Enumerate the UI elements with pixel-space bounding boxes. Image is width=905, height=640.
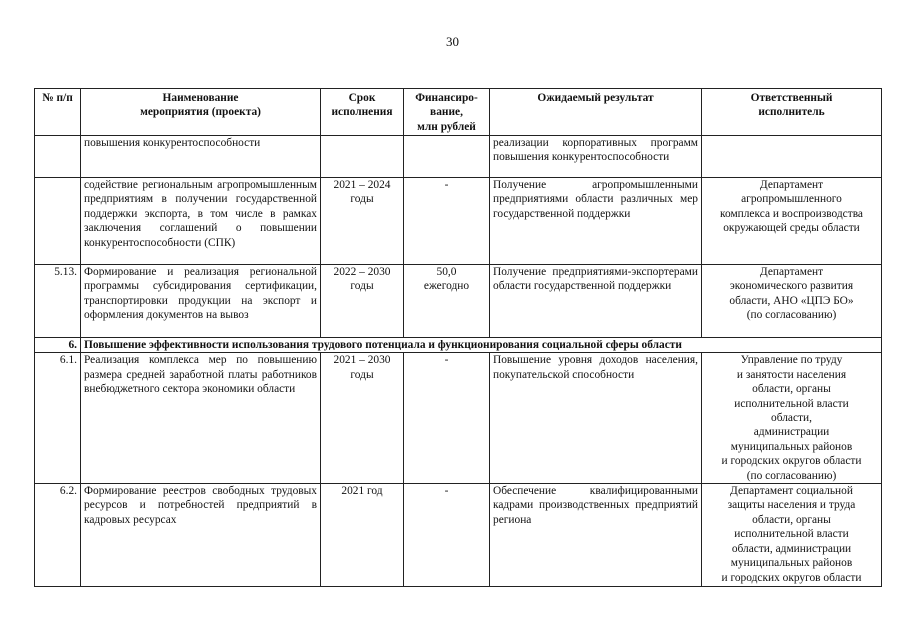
table-row — [35, 353, 882, 484]
cell-financing: - — [404, 178, 490, 265]
section-num: 6. — [35, 338, 81, 353]
header-financing: Финансиро- вание, млн рублей — [404, 89, 490, 136]
cell-term — [321, 136, 404, 178]
cell-name: повышения конкурентоспособности — [81, 136, 321, 178]
cell-executor: Управление по труду и занятости населения области, органы исполнительной власти области, администрации муниципальных районов и городских округов области (по согласованию) — [702, 353, 882, 484]
section-row — [35, 338, 882, 353]
section-title: Повышение эффективности использования трудового потенциала и функционирования социальной сферы области — [81, 338, 882, 353]
page-number: 30 — [446, 34, 459, 49]
cell-term: 2021 – 2024 годы — [321, 178, 404, 265]
cell-financing: - — [404, 484, 490, 587]
cell-result: Получение агропромышленными предприятиями области различных мер государственной поддержки — [490, 178, 702, 265]
cell-num: 5.13. — [35, 265, 81, 338]
measures-table — [34, 88, 882, 587]
cell-term: 2022 – 2030 годы — [321, 265, 404, 338]
cell-num — [35, 178, 81, 265]
cell-financing — [404, 136, 490, 178]
header-executor: Ответственный исполнитель — [702, 89, 882, 136]
cell-name: содействие региональным агропромышленным предприятиям в получении государственной поддержки экспорта, в том числе в рамках заключения соглашений о повышении конкурентоспособности (СПК) — [81, 178, 321, 265]
table-header-row — [35, 89, 882, 136]
header-num: № п/п — [35, 89, 81, 136]
cell-num — [35, 136, 81, 178]
cell-executor: Департамент экономического развития области, АНО «ЦПЭ БО» (по согласованию) — [702, 265, 882, 338]
header-term: Срок исполнения — [321, 89, 404, 136]
cell-name: Реализация комплекса мер по повышению размера средней заработной платы работников внебюджетного сектора экономики области — [81, 353, 321, 484]
cell-name: Формирование реестров свободных трудовых ресурсов и потребностей предприятий в кадровых ресурсах — [81, 484, 321, 587]
table-row — [35, 178, 882, 265]
cell-executor: Департамент агропромышленного комплекса и воспроизводства окружающей среды области — [702, 178, 882, 265]
cell-result: Получение предприятиями-экспортерами области государственной поддержки — [490, 265, 702, 338]
cell-term: 2021 год — [321, 484, 404, 587]
cell-executor — [702, 136, 882, 178]
cell-name: Формирование и реализация региональной программы субсидирования сертификации, транспортировки продукции на экспорт и оформления документов на вывоз — [81, 265, 321, 338]
cell-financing: - — [404, 353, 490, 484]
cell-executor: Департамент социальной защиты населения и труда области, органы исполнительной власти области, администрации муниципальных районов и городских округов области — [702, 484, 882, 587]
table-row — [35, 136, 882, 178]
cell-num: 6.1. — [35, 353, 81, 484]
cell-term: 2021 – 2030 годы — [321, 353, 404, 484]
cell-result: Повышение уровня доходов населения, покупательской способности — [490, 353, 702, 484]
header-name: Наименование мероприятия (проекта) — [81, 89, 321, 136]
cell-result: Обеспечение квалифицированными кадрами производственных предприятий региона — [490, 484, 702, 587]
cell-financing: 50,0 ежегодно — [404, 265, 490, 338]
cell-result: реализации корпоративных программ повышения конкурентоспособности — [490, 136, 702, 178]
header-result: Ожидаемый результат — [490, 89, 702, 136]
table-row — [35, 265, 882, 338]
table-row — [35, 484, 882, 587]
cell-num: 6.2. — [35, 484, 81, 587]
